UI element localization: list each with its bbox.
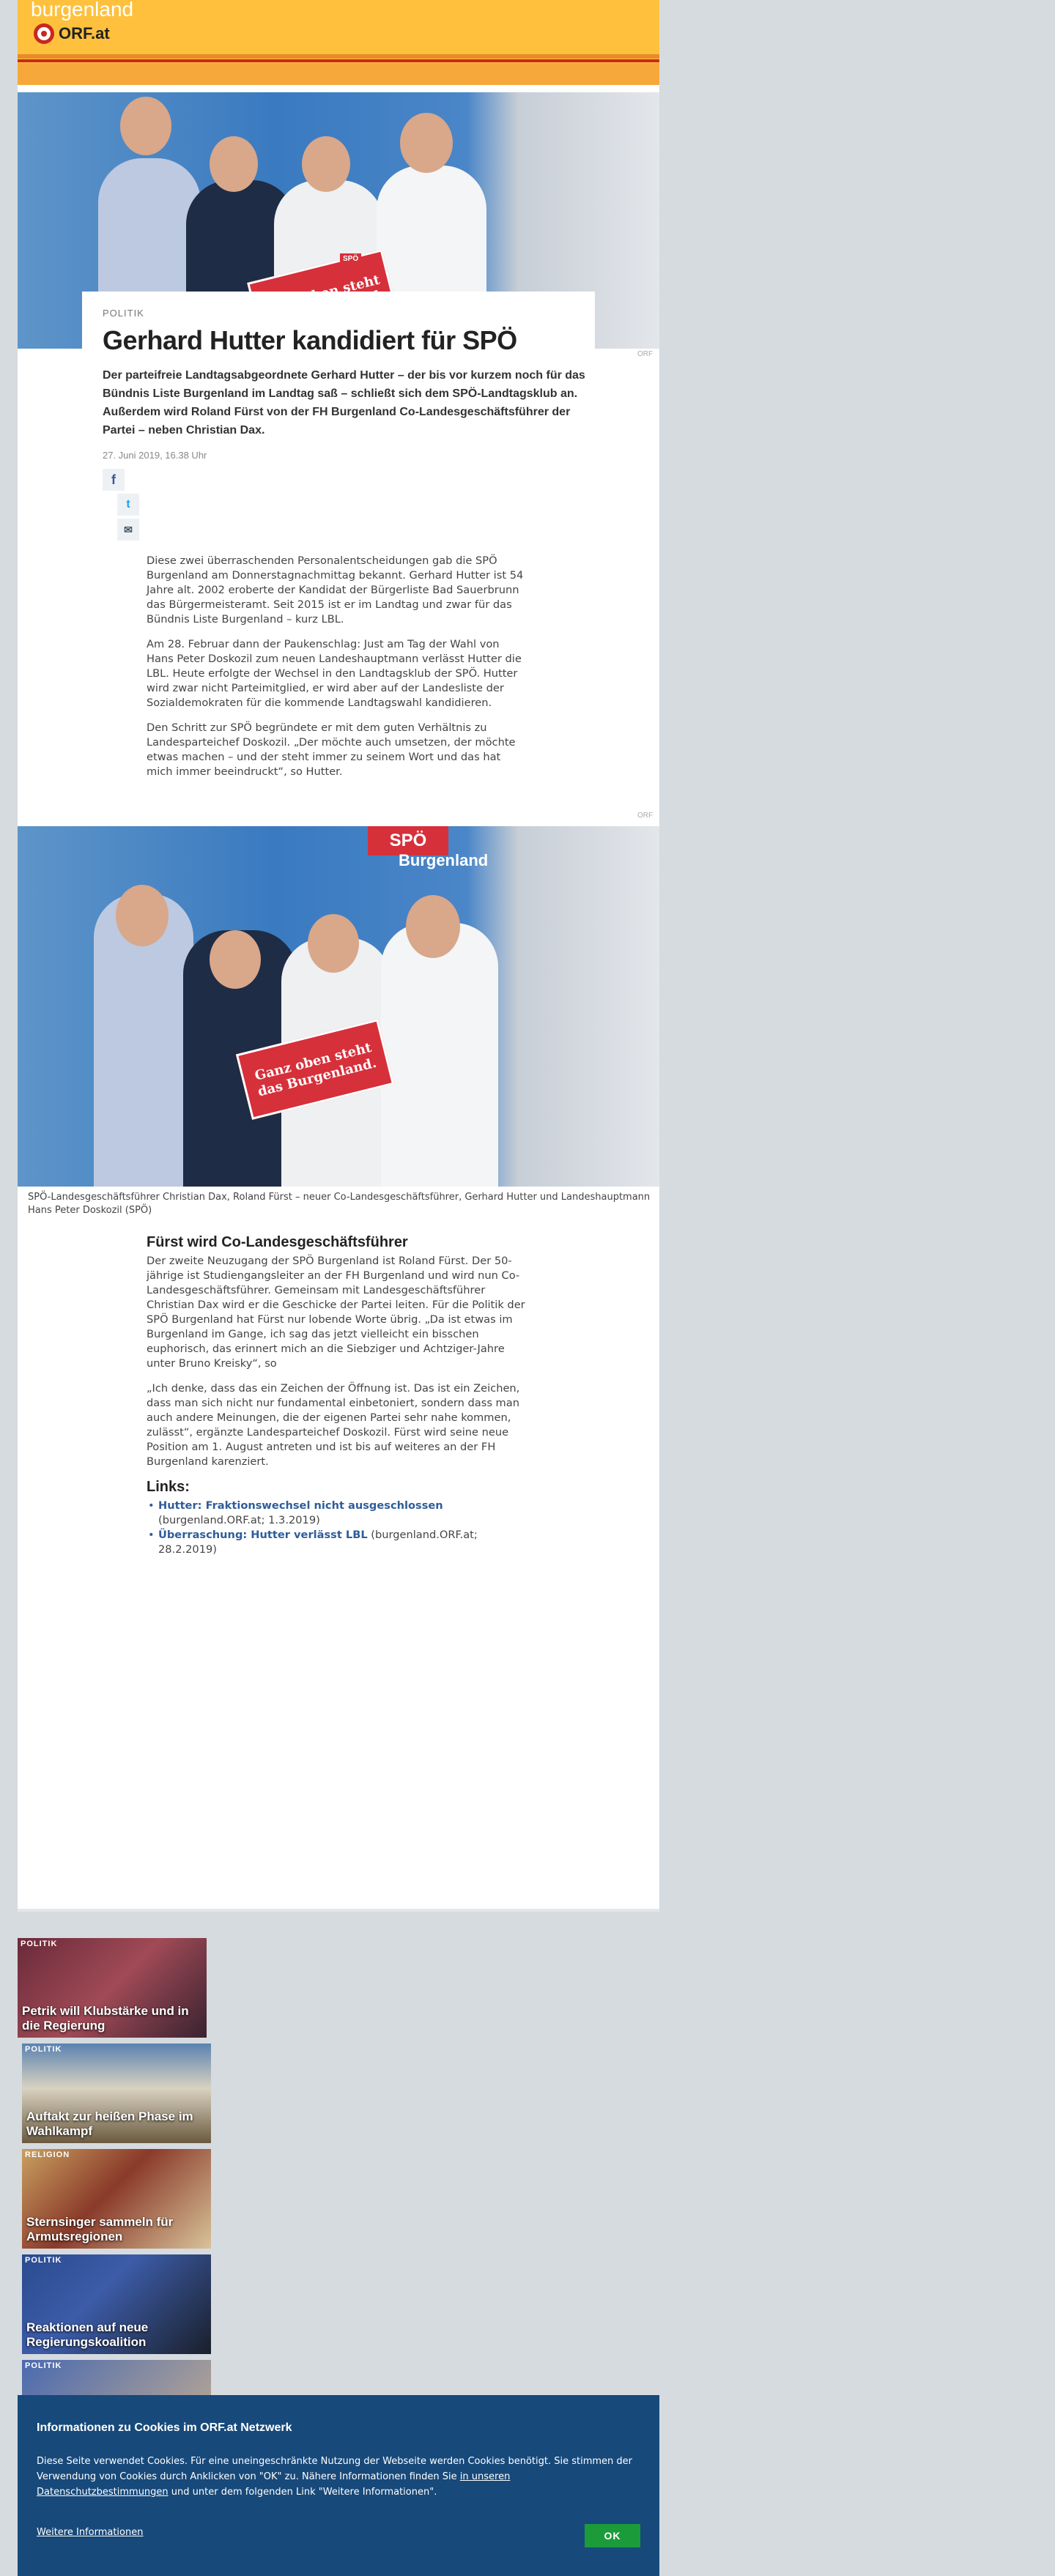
hero-image: SPÖ (18, 92, 659, 349)
article-paragraph: Der zweite Neuzugang der SPÖ Burgenland ist Roland Fürst. Der 50-jährige ist Studiengangsleiter an der FH Burgenland und wird nun Co-Landesgeschäftsführer. Gemeinsam mit Landesgeschäftsführer Christian Dax wird er die Geschicke der Partei leiten. Für die Politik der SPÖ Burgenland hat Fürst nur lobende Worte übrig. „Da ist etwas im Burgenland im Gange, ich sag das jetzt vielleicht ein bisschen euphorisch, das erinnert mich an die Siebziger und Achtziger-Jahre unter Bruno Kreisky“, so (147, 1255, 525, 1370)
image-caption: SPÖ-Landesgeschäftsführer Christian Dax, Roland Fürst – neuer Co-Landesgeschäftsführer, Gerhard Hutter und Landeshauptmann Hans Peter Doskozil (SPÖ) (28, 1192, 651, 1216)
header-stripe-red (18, 59, 659, 62)
hero-credit: ORF (637, 350, 654, 358)
twitter-share-button[interactable] (117, 494, 139, 516)
links-list (147, 1499, 528, 1557)
site-header (18, 0, 659, 85)
cookie-text: Diese Seite verwendet Cookies. Für eine uneingeschränkte Nutzung der Webseite werden Cookies benötigt. Sie stimmen der Verwendung von Cookies durch Anklicken von "OK" zu. Nähere Informationen finden Sie in unseren Datenschutzbestimmungen und unter dem folgenden Link "Weitere Informationen". (37, 2456, 633, 2498)
more-info-link[interactable]: Weitere Informationen (37, 2527, 144, 2538)
page (18, 0, 659, 1912)
cookie-ok-button[interactable]: OK (585, 2524, 640, 2547)
privacy-policy-link[interactable]: in unseren Datenschutzbestimmungen (37, 2471, 511, 2498)
teaser-badge: POLITIK (25, 2361, 62, 2370)
mail-share-button[interactable] (117, 519, 139, 541)
article-paragraph: „Ich denke, dass das ein Zeichen der Öffnung ist. Das ist ein Zeichen, dass man sich nicht nur fundamental einbetoniert, sondern dass man auch andere Meinungen, die der eigenen Partei sehr nahe kommen, zulässt“, ergänzte Landesparteichef Doskozil. Fürst wird seine neue Position am 1. August antreten und ist bis auf weiteres an der FH Burgenland karenziert. (147, 1382, 520, 1468)
teaser-tile[interactable] (18, 1938, 207, 2038)
header-stripe (18, 54, 659, 59)
article-body (147, 554, 528, 790)
teaser-badge: POLITIK (21, 1940, 58, 1948)
article-title: Gerhard Hutter kandidiert für SPÖ (103, 325, 517, 355)
twitter-icon: t (126, 498, 130, 511)
cookie-heading: Informationen zu Cookies im ORF.at Netzwerk (37, 2421, 292, 2434)
mail-icon: ✉ (124, 523, 133, 535)
link-hutter-verlaesst-lbl[interactable]: Überraschung: Hutter verlässt LBL (158, 1529, 368, 1541)
cookie-banner (18, 2395, 659, 2576)
article-body-2 (147, 1235, 528, 1557)
link-hutter-fraktionswechsel[interactable]: Hutter: Fraktionswechsel nicht ausgeschlossen (158, 1499, 443, 1512)
link-item (147, 1528, 528, 1557)
article-paragraph: Den Schritt zur SPÖ begründete er mit dem guten Verhältnis zu Landesparteichef Doskozil. „Der möchte auch umsetzen, der möchte etwas machen – und der steht immer zu seinem Wort und das hat mich immer beeindruckt“, so Hutter. (147, 721, 516, 778)
orf-eye-icon (34, 23, 54, 44)
link-item (147, 1499, 528, 1528)
section-divider (18, 1909, 659, 1912)
links-heading: Links: (147, 1479, 190, 1495)
facebook-share-button[interactable] (103, 469, 125, 491)
teaser-title: Petrik will Klubstärke und in die Regierung (22, 2004, 189, 2033)
teaser-badge: POLITIK (25, 2045, 62, 2054)
orf-logo-text: ORF.at (59, 24, 110, 42)
article-paragraph: Diese zwei überraschenden Personalentscheidungen gab die SPÖ Burgenland am Donnerstagnachmittag bekannt. Gerhard Hutter ist 54 Jahre alt. 2002 eroberte der Kandidat der Bürgerliste Bad Sauerbrunn das Bürgermeisteramt. Seit 2015 ist er im Landtag und zwar für das Bündnis Liste Burgenland – kurz LBL. (147, 554, 524, 626)
facebook-icon: f (111, 472, 116, 487)
link-meta: (burgenland.ORF.at; 1.3.2019) (158, 1514, 320, 1526)
teaser-tile[interactable] (22, 2254, 211, 2354)
article-subhead: Fürst wird Co-Landesgeschäftsführer (147, 1234, 408, 1250)
link-meta: (burgenland.ORF.at; 28.2.2019) (158, 1529, 478, 1556)
article-paragraph: Am 28. Februar dann der Paukenschlag: Just am Tag der Wahl von Hans Peter Doskozil zum neuen Landeshauptmann verlässt Hutter die LBL. Heute erfolgte der Wechsel in den Landtagsklub der SPÖ. Hutter wird zwar nicht Parteimitglied, er wird aber auf der Landesliste der Sozialdemokraten für die kommende Landtagswahl kandidieren. (147, 638, 522, 709)
teaser-badge: POLITIK (25, 2256, 62, 2265)
article-lead: Der parteifreie Landtagsabgeordnete Gerhard Hutter – der bis vor kurzem noch für das Bündnis Liste Burgenland im Landtag saß – schließt sich dem SPÖ-Landtagsklub an. Außerdem wird Roland Fürst von der FH Burgenland Co-Landesgeschäftsführer der Partei – neben Christian Dax. (103, 369, 585, 437)
article-kicker[interactable]: POLITIK (103, 308, 144, 319)
teaser-badge: RELIGION (25, 2150, 70, 2159)
article-image: SPÖ Burgenland Ganz oben steht das Burgenland. (18, 826, 659, 1187)
header-band (18, 63, 659, 85)
photo-credit: ORF (637, 812, 654, 820)
teaser-tile[interactable] (22, 2149, 211, 2249)
teaser-tile[interactable] (22, 2044, 211, 2143)
orf-logo[interactable] (34, 23, 110, 44)
teaser-title: Sternsinger sammeln für Armutsregionen (26, 2215, 174, 2243)
article-date: 27. Juni 2019, 16.38 Uhr (103, 450, 207, 461)
article-sign: Ganz oben steht das Burgenland. (236, 1019, 394, 1120)
teaser-title: Auftakt zur heißen Phase im Wahlkampf (26, 2109, 193, 2138)
region-title[interactable]: burgenland (31, 0, 134, 21)
teaser-title: Reaktionen auf neue Regierungskoalition (26, 2320, 149, 2349)
